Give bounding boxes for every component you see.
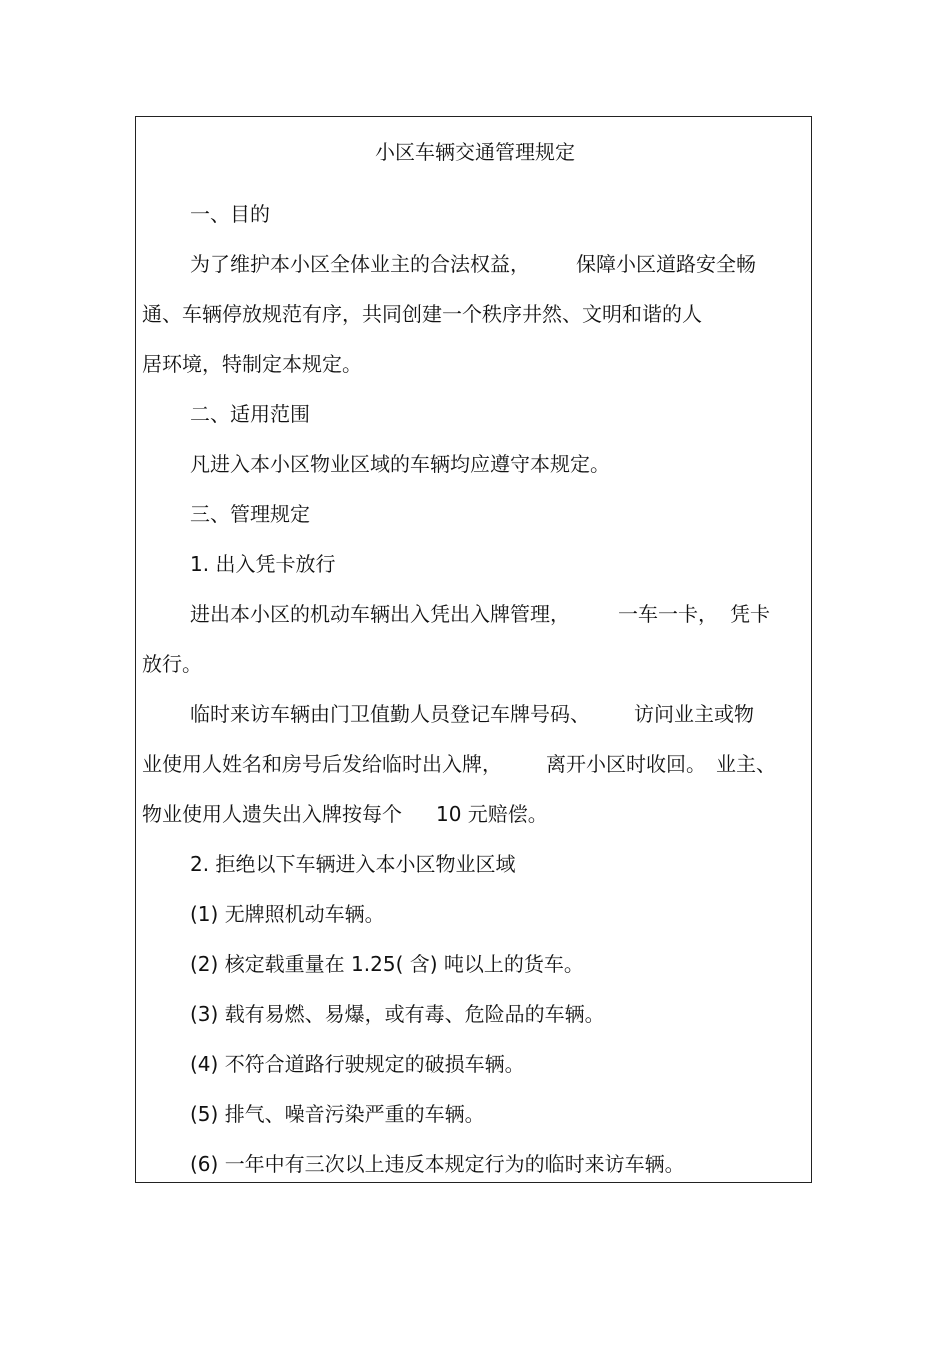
text-span: 业使用人姓名和房号后发给临时出入牌， (142, 752, 502, 776)
paragraph-line: 通、车辆停放规范有序，共同创建一个秩序井然、文明和谐的人 (142, 302, 702, 326)
list-item: (3) 载有易燃、易爆，或有毒、危险品的车辆。 (190, 1002, 605, 1026)
paragraph-line: 放行。 (142, 652, 202, 676)
subheading-refused-vehicles: 2. 拒绝以下车辆进入本小区物业区域 (190, 852, 516, 876)
text-span: 凭卡 (730, 602, 770, 626)
text-span: 10 元赔偿。 (436, 802, 548, 826)
text-span: 进出本小区的机动车辆出入凭出入牌管理， (190, 602, 570, 626)
paragraph-line (142, 802, 548, 826)
text-span: 物业使用人遗失出入牌按每个 (142, 802, 402, 826)
text-span: 一车一卡， (618, 602, 718, 626)
section-heading-purpose: 一、目的 (190, 202, 270, 226)
paragraph-line: 居环境，特制定本规定。 (142, 352, 362, 376)
text-span: 访问业主或物 (634, 702, 754, 726)
paragraph-line (142, 752, 776, 776)
paragraph-line (190, 252, 756, 276)
document-title: 小区车辆交通管理规定 (375, 140, 575, 164)
section-heading-scope: 二、适用范围 (190, 402, 310, 426)
section-heading-rules: 三、管理规定 (190, 502, 310, 526)
paragraph-line: 凡进入本小区物业区域的车辆均应遵守本规定。 (190, 452, 610, 476)
text-span: 为了维护本小区全体业主的合法权益， (190, 252, 530, 276)
text-span: 保障小区道路安全畅 (576, 252, 756, 276)
list-item: (2) 核定载重量在 1.25( 含) 吨以上的货车。 (190, 952, 584, 976)
list-item: (5) 排气、噪音污染严重的车辆。 (190, 1102, 485, 1126)
paragraph-line (190, 602, 770, 626)
text-span: 临时来访车辆由门卫值勤人员登记车牌号码、 (190, 702, 590, 726)
paragraph-line (190, 702, 754, 726)
list-item: (1) 无牌照机动车辆。 (190, 902, 385, 926)
list-item: (6) 一年中有三次以上违反本规定行为的临时来访车辆。 (190, 1152, 685, 1176)
subheading-card-entry: 1. 出入凭卡放行 (190, 552, 336, 576)
list-item: (4) 不符合道路行驶规定的破损车辆。 (190, 1052, 525, 1076)
text-span: 离开小区时收回。 (546, 752, 706, 776)
text-span: 业主、 (716, 752, 776, 776)
